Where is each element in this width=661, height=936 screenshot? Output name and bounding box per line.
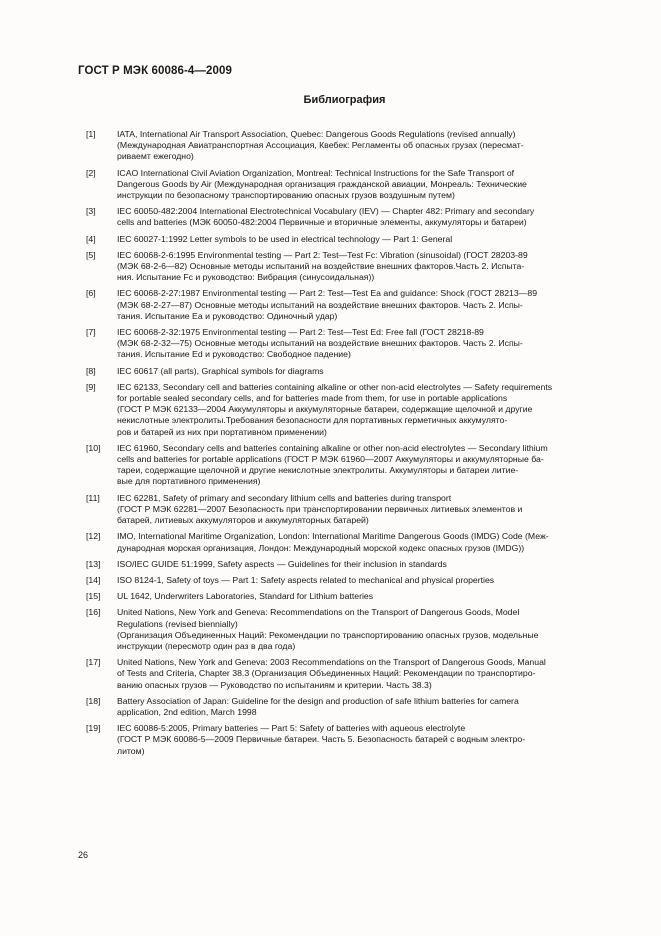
reference-number: [17]	[86, 657, 101, 668]
reference-line: application, 2nd edition, March 1998	[117, 706, 257, 717]
reference-line: IEC 60617 (all parts), Graphical symbols for diagrams	[117, 365, 324, 376]
bibliography-title: Библиография	[303, 94, 386, 106]
reference-number: [10]	[86, 442, 101, 453]
reference-line: ров и батарей из них при портативном применении)	[117, 426, 327, 437]
reference-number: [19]	[86, 723, 101, 734]
reference-number: [13]	[86, 558, 101, 569]
reference-number: [3]	[86, 206, 96, 217]
reference-line: (ГОСТ Р МЭК 60086-5—2009 Первичные батареи. Часть 5. Безопасность батарей с водным электро-	[117, 734, 526, 745]
reference-text	[117, 575, 610, 586]
reference-line: United Nations, New York and Geneva: Recommendations on the Transport of Dangerous Goods, Model	[117, 607, 520, 618]
reference-number: [1]	[86, 129, 96, 139]
reference-text	[117, 696, 610, 718]
reference-line: инструкции (пересмотр один раз в два года)	[117, 640, 296, 651]
reference-line: IATA, International Air Transport Association, Quebec: Dangerous Goods Regulations (revised annually)	[117, 129, 516, 139]
reference-line: IMO, International Maritime Organization, London: International Maritime Dangerous Goods (IMDG) Code (Меж-	[117, 531, 549, 542]
reference-number: [14]	[86, 574, 101, 585]
reference-item	[86, 723, 610, 757]
reference-line: IEC 62281, Safety of primary and secondary lithium cells and batteries during transport	[117, 492, 452, 503]
reference-line: ISO/IEC GUIDE 51:1999, Safety aspects — Guidelines for their inclusion in standards	[117, 558, 447, 569]
reference-text	[117, 288, 610, 322]
reference-line: IEC 60068-2-6:1995 Environmental testing — Part 2: Test—Test Fc: Vibration (sinusoidal) (ГОСТ 28203-89	[117, 249, 528, 260]
reference-line: Dangerous Goods by Air (Международная организация гражданской авиации, Монреаль: Технические	[117, 178, 527, 189]
reference-number: [11]	[86, 492, 100, 503]
reference-number: [18]	[86, 695, 101, 706]
reference-item	[86, 168, 610, 202]
reference-text	[117, 493, 610, 527]
reference-item	[86, 234, 610, 245]
reference-item	[86, 493, 610, 527]
reference-line: for portable sealed secondary cells, and for batteries made from them, for use in portable applications	[117, 393, 508, 404]
reference-text	[117, 657, 610, 691]
reference-text	[117, 129, 610, 163]
reference-text	[117, 366, 610, 377]
reference-line: тания. Испытание Ed и руководство: Свободное падение)	[117, 349, 351, 360]
reference-item	[86, 206, 610, 228]
reference-item	[86, 366, 610, 377]
reference-line: инструкции по безопасному транспортированию опасных грузов воздушным путем)	[117, 190, 455, 201]
reference-line: батарей, литиевых аккумуляторов и аккумуляторных батарей)	[117, 515, 369, 526]
reference-line: IEC 60027-1:1992 Letter symbols to be used in electrical technology — Part 1: General	[117, 233, 453, 244]
reference-line: cells and batteries (МЭК 60050-482:2004 Первичные и вторичные элементы, аккумуляторы и батареи)	[117, 217, 527, 228]
reference-line: литом)	[117, 745, 145, 756]
reference-line: IEC 60086-5:2005, Primary batteries — Part 5: Safety of batteries with aqueous electrolyte	[117, 723, 466, 734]
standard-designation: ГОСТ Р МЭК 60086-4—2009	[78, 65, 232, 77]
reference-line: IEC 60050-482:2004 International Electrotechnical Vocabulary (IEV) — Chapter 482: Primary and secondary	[117, 206, 535, 217]
reference-line: IEC 60068-2-32:1975 Environmental testing — Part 2: Test—Test Ed: Free fall (ГОСТ 28218-89	[117, 327, 484, 338]
reference-text	[117, 591, 610, 602]
reference-item	[86, 591, 610, 602]
reference-line: United Nations, New York and Geneva: 2003 Recommendations on the Transport of Dangerous Goods, Manual	[117, 657, 546, 668]
reference-line: IEC 61960, Secondary cells and batteries containing alkaline or other non-acid electrolytes — Secondary lithium	[117, 442, 548, 453]
page-number: 26	[78, 850, 89, 860]
reference-line: (МЭК 68-2-32—75) Основные методы испытаний на воздействие внешних факторов. Часть 2. Испы-	[117, 338, 523, 349]
reference-item	[86, 443, 610, 488]
reference-item	[86, 696, 610, 718]
reference-line: (МЭК 68-2-6—82) Основные методы испытаний на воздействие внешних факторов.Часть 2. Испыта-	[117, 261, 525, 272]
reference-line: (МЭК 68-2-27—87) Основные методы испытаний на воздействие внешних факторов. Часть 2. Испы-	[117, 299, 523, 310]
reference-number: [8]	[86, 365, 96, 376]
reference-line: риваемт ежегодно)	[117, 151, 194, 162]
reference-line: cells and batteries for portable applications (ГОСТ Р МЭК 61960—2007 Аккумуляторы и аккумуляторные ба-	[117, 454, 544, 465]
reference-line: ванию опасных грузов — Руководство по испытаниям и критерии. Часть 38.3)	[117, 679, 432, 690]
reference-number: [9]	[86, 381, 96, 392]
reference-line: тареи, содержащие щелочной и другие некислотные электролиты. Аккумуляторы и батареи литие-	[117, 465, 519, 476]
reference-line: IEC 60068-2-27:1987 Environmental testing — Part 2: Test—Test Ea and guidance: Shock (ГОСТ 28213—89	[117, 288, 538, 299]
reference-text	[117, 443, 610, 488]
reference-line: тания. Испытание Еа и руководство: Одиночный удар)	[117, 310, 338, 321]
reference-line: ISO 8124-1, Safety of toys — Part 1: Safety aspects related to mechanical and physical properties	[117, 574, 495, 585]
reference-line: (ГОСТ Р МЭК 62281—2007 Безопасность при транспортировании первичных литиевых элементов и	[117, 503, 523, 514]
reference-line: IEC 62133, Secondary cell and batteries containing alkaline or other non-acid electrolytes — Safety requirements	[117, 381, 553, 392]
reference-list	[86, 129, 610, 762]
reference-item	[86, 382, 610, 438]
reference-item	[86, 531, 610, 553]
reference-number: [2]	[86, 167, 96, 178]
reference-text	[117, 723, 610, 757]
reference-item	[86, 250, 610, 284]
reference-text	[117, 250, 610, 284]
reference-line: (Организация Объединенных Наций: Рекомендации по транспортированию опасных грузов, модельные	[117, 629, 539, 640]
reference-line: (ГОСТ Р МЭК 62133—2004 Аккумуляторы и аккумуляторные батареи, содержащие щелочной и другие	[117, 404, 533, 415]
reference-line: Battery Association of Japan: Guideline for the design and production of safe lithium batteries for camera	[117, 695, 519, 706]
reference-line: вые для портативного применения)	[117, 476, 261, 487]
reference-line: (Международная Авиатранспортная Ассоциация, Квебек: Регламенты об опасных грузах (пересмат-	[117, 140, 524, 151]
reference-number: [15]	[86, 591, 101, 602]
reference-line: дународная морская организация, Лондон: Международный морской кодекс опасных грузов (IMDG))	[117, 542, 525, 553]
reference-number: [7]	[86, 327, 96, 338]
reference-number: [16]	[86, 607, 101, 618]
reference-item	[86, 559, 610, 570]
reference-item	[86, 288, 610, 322]
reference-number: [5]	[86, 249, 96, 260]
reference-text	[117, 531, 610, 553]
reference-item	[86, 607, 610, 652]
reference-text	[117, 382, 610, 438]
reference-text	[117, 607, 610, 652]
reference-number: [6]	[86, 288, 96, 299]
reference-text	[117, 559, 610, 570]
reference-line: of Tests and Criteria, Chapter 38.3 (Организация Объединенных Наций: Рекомендации по транспортиро-	[117, 668, 536, 679]
reference-line: Regulations (revised biennially)	[117, 618, 238, 629]
reference-text	[117, 168, 610, 202]
reference-number: [4]	[86, 233, 96, 244]
reference-text	[117, 327, 610, 361]
reference-item	[86, 129, 610, 163]
reference-text	[117, 234, 610, 245]
reference-line: UL 1642, Underwriters Laboratories, Standard for Lithium batteries	[117, 591, 374, 602]
reference-line: ICAO International Civil Aviation Organization, Montreal: Technical Instructions for the Safe Transport of	[117, 167, 515, 178]
reference-line: некислотные электролиты.Требования безопасности для портативных герметичных аккумулято-	[117, 415, 508, 426]
reference-item	[86, 657, 610, 691]
reference-item	[86, 327, 610, 361]
reference-text	[117, 206, 610, 228]
reference-item	[86, 575, 610, 586]
reference-number: [12]	[86, 531, 101, 542]
reference-line: ния. Испытание Fc и руководство: Вибрация (синусоидальная))	[117, 272, 375, 283]
